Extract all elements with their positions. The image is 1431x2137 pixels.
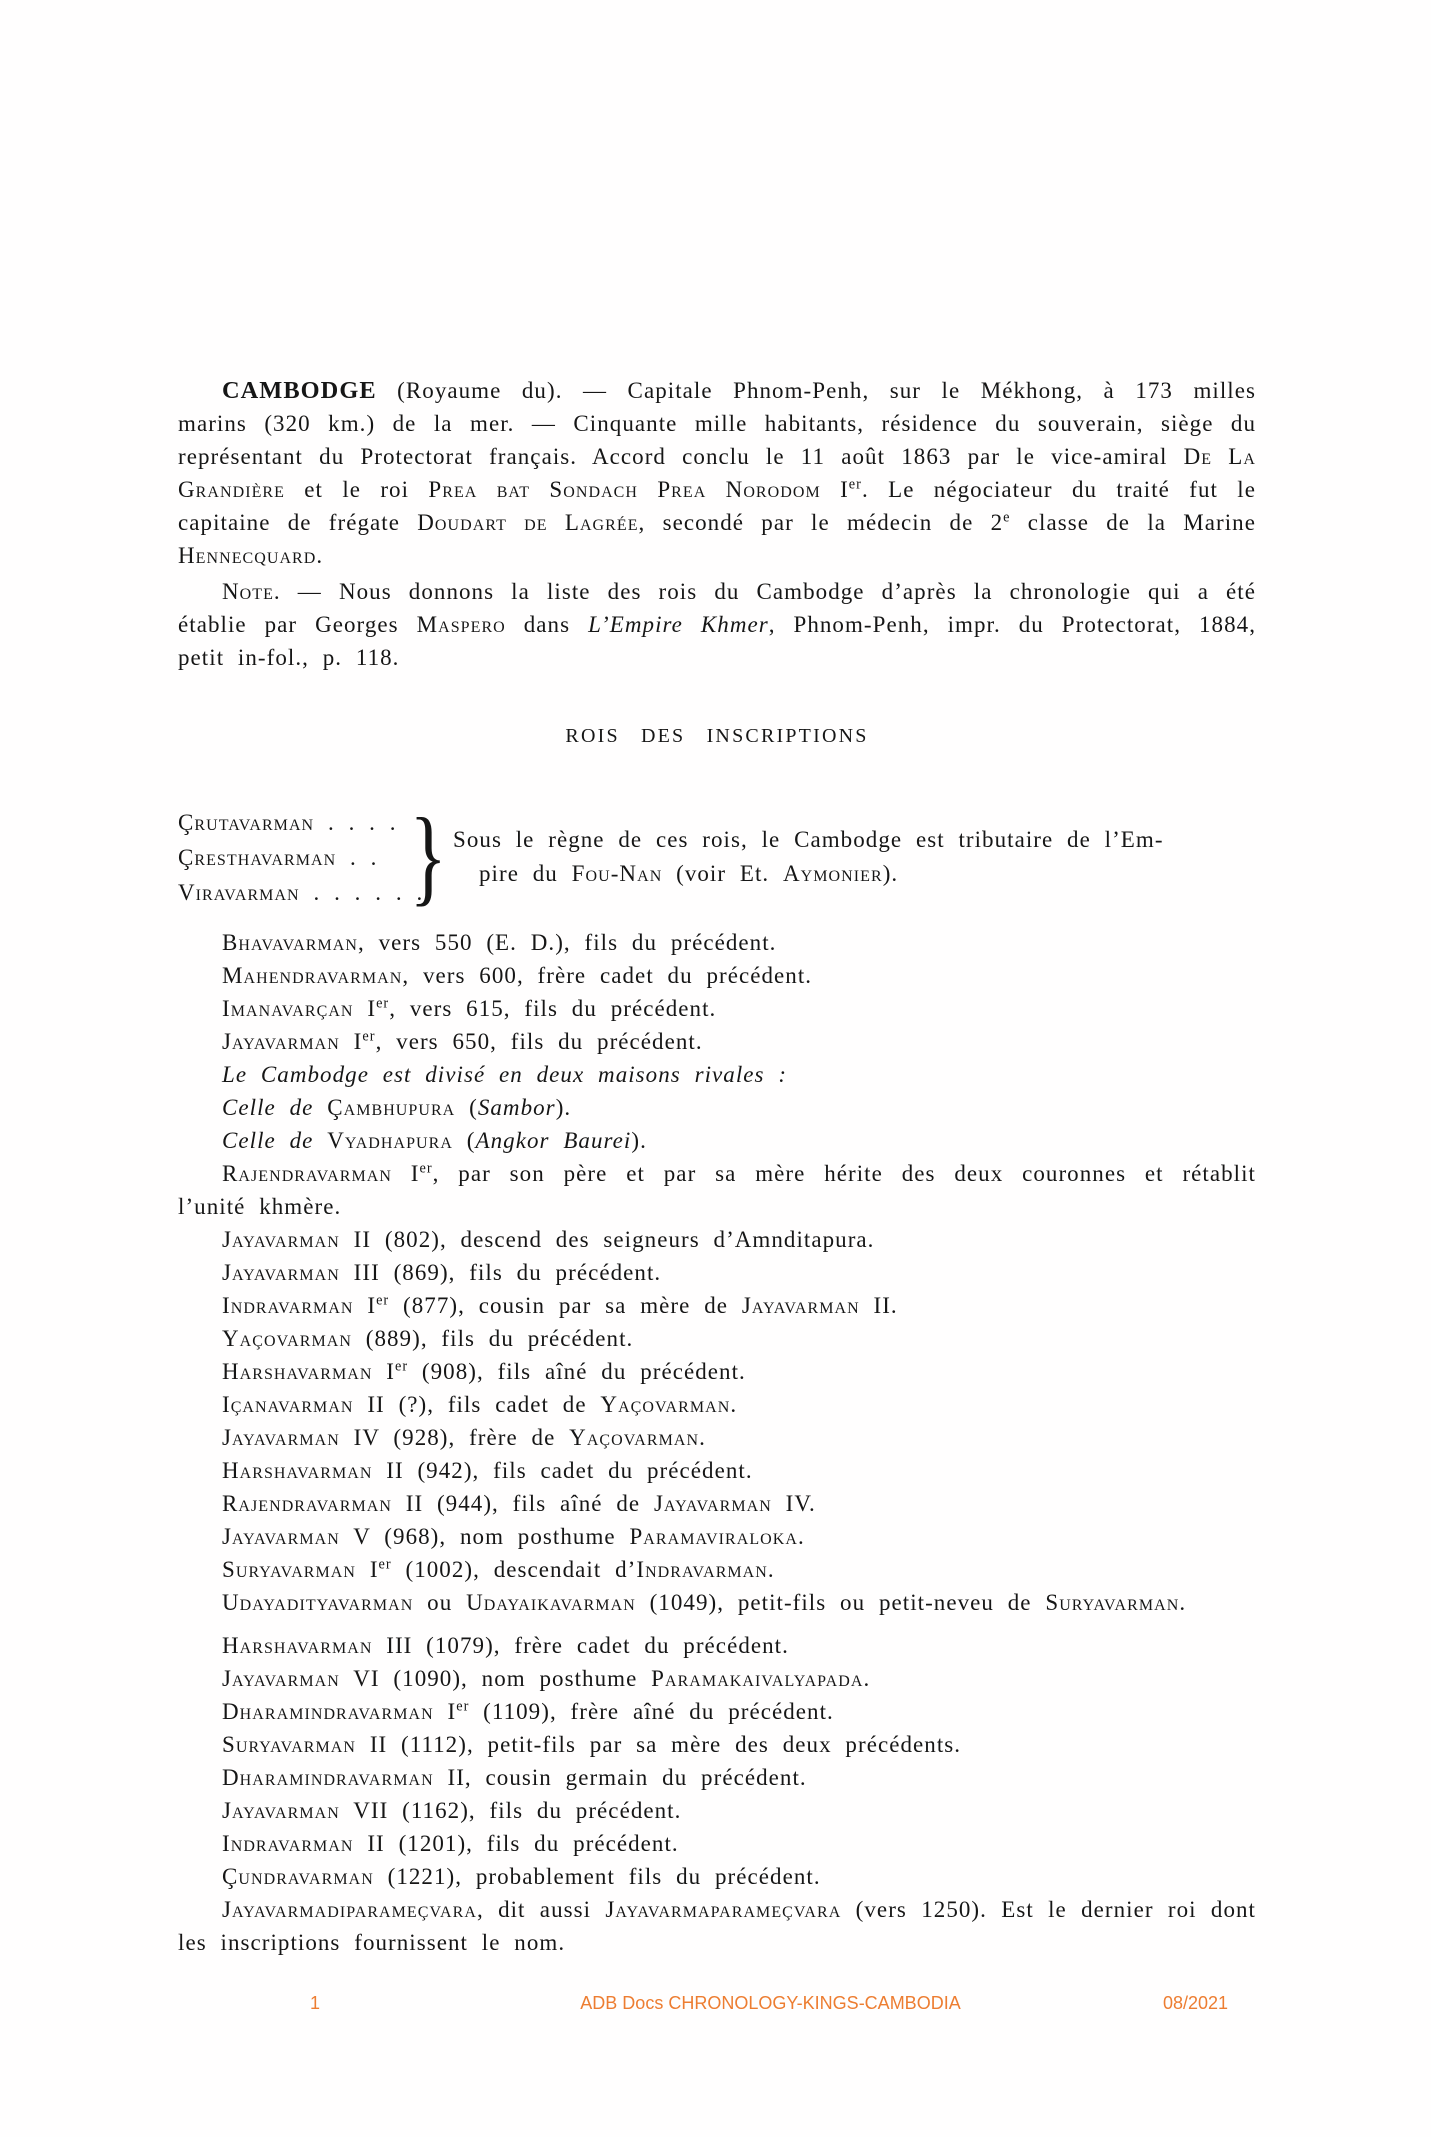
king-entry: Harshavarman II (942), fils cadet du précédent.: [222, 1458, 753, 1483]
king-entry: Le Cambodge est divisé en deux maisons rivales :: [222, 1062, 788, 1087]
king-entry: Jayavarman V (968), nom posthume Paramaviraloka.: [222, 1524, 805, 1549]
caption-line-2: pire du Fou-Nan (voir Et. Aymonier).: [479, 861, 899, 886]
king-name-cresthavarman: Çresthavarman . .: [178, 844, 378, 870]
king-entry: Jayavarman IV (928), frère de Yaçovarman.: [222, 1425, 706, 1450]
king-entry: Celle de Çambhupura (Sambor).: [222, 1095, 572, 1120]
king-entry: Suryavarman II (1112), petit-fils par sa mère des deux précédents.: [222, 1732, 962, 1757]
king-entry: Jayavarman II (802), descend des seigneurs d’Amnditapura.: [222, 1227, 875, 1252]
king-entry: Dharamindravarman Ier (1109), frère aîné du précédent.: [222, 1698, 834, 1724]
king-entry: Rajendravarman Ier, par son père et par sa mère hérite des deux couronnes et rétablit l’unité khmère.: [178, 1160, 1257, 1219]
king-entry: Jayavarman Ier, vers 650, fils du précédent.: [222, 1028, 703, 1054]
co-regents-caption: [449, 823, 1256, 891]
king-name-crutavarman: Çrutavarman . . . .: [178, 809, 397, 835]
section-heading: ROIS DES INSCRIPTIONS: [565, 725, 869, 747]
king-name-viravarman: Viravarman . . . . . .: [178, 879, 424, 905]
king-entry: Udayadityavarman ou Udayaikavarman (1049), petit-fils ou petit-neveu de Suryavarman.: [222, 1590, 1187, 1615]
king-entry: Indravarman Ier (877), cousin par sa mère de Jayavarman II.: [222, 1292, 898, 1318]
king-entry: Harshavarman Ier (908), fils aîné du précédent.: [222, 1358, 746, 1384]
king-entry: Dharamindravarman II, cousin germain du précédent.: [222, 1765, 807, 1790]
footer-page-number: 1: [310, 1993, 321, 2013]
co-regent-names: [178, 805, 424, 910]
king-entry: Jayavarman VII (1162), fils du précédent.: [222, 1798, 682, 1823]
caption-line-1: Sous le règne de ces rois, le Cambodge est tributaire de l’Em-: [453, 827, 1164, 852]
footer-doc-label: ADB Docs CHRONOLOGY-KINGS-CAMBODIA: [580, 1993, 961, 2013]
king-entry: Jayavarmadiparameçvara, dit aussi Jayavarmaparameçvara (vers 1250). Est le dernier roi dont les inscriptions fournissent le nom.: [178, 1897, 1256, 1955]
king-entry: Celle de Vyadhapura (Angkor Baurei).: [222, 1128, 647, 1153]
footer-date: 08/2021: [1163, 1993, 1229, 2013]
page-content: [178, 374, 1256, 1959]
king-entry: Rajendravarman II (944), fils aîné de Jayavarman IV.: [222, 1491, 816, 1516]
king-entry: Mahendravarman, vers 600, frère cadet du précédent.: [222, 963, 813, 988]
king-entry: Indravarman II (1201), fils du précédent.: [222, 1831, 679, 1856]
kings-list: [178, 926, 1256, 1959]
king-entry: Yaçovarman (889), fils du précédent.: [222, 1326, 634, 1351]
page-footer: [0, 1993, 1431, 2023]
king-entry: Harshavarman III (1079), frère cadet du précédent.: [222, 1633, 789, 1658]
king-entry: Suryavarman Ier (1002), descendait d’Indravarman.: [222, 1556, 775, 1582]
king-entry: Çundravarman (1221), probablement fils du précédent.: [222, 1864, 821, 1889]
king-entry: Jayavarman III (869), fils du précédent.: [222, 1260, 662, 1285]
intro-paragraph: CAMBODGE (Royaume du). — Capitale Phnom-Penh, sur le Mékhong, à 173 milles marins (320 km.) de la mer. — Cinquante mille habitants, résidence du souverain, siège du représentant du Protectorat français. Accord conclu le 11 août 1863 par le vice-amiral De La Grandière et le roi Prea bat Sondach Prea Norodom Ier. Le négociateur du traité fut le capitaine de frégate Doudart de Lagrée, secondé par le médecin de 2e classe de la Marine Hennecquard.: [178, 377, 1256, 568]
note-paragraph: Note. — Nous donnons la liste des rois du Cambodge d’après la chronologie qui a été établie par Georges Maspero dans L’Empire Khmer, Phnom-Penh, impr. du Protectorat, 1884, petit in-fol., p. 118.: [178, 579, 1256, 670]
king-entry: Içanavarman II (?), fils cadet de Yaçovarman.: [222, 1392, 738, 1417]
king-entry: Jayavarman VI (1090), nom posthume Paramakaivalyapada.: [222, 1666, 871, 1691]
king-entry: Imanavarçan Ier, vers 615, fils du précédent.: [222, 995, 717, 1021]
king-entry: Bhavavarman, vers 550 (E. D.), fils du précédent.: [222, 930, 777, 955]
brace-icon: }: [409, 797, 448, 916]
co-regents-group: [178, 797, 1256, 916]
